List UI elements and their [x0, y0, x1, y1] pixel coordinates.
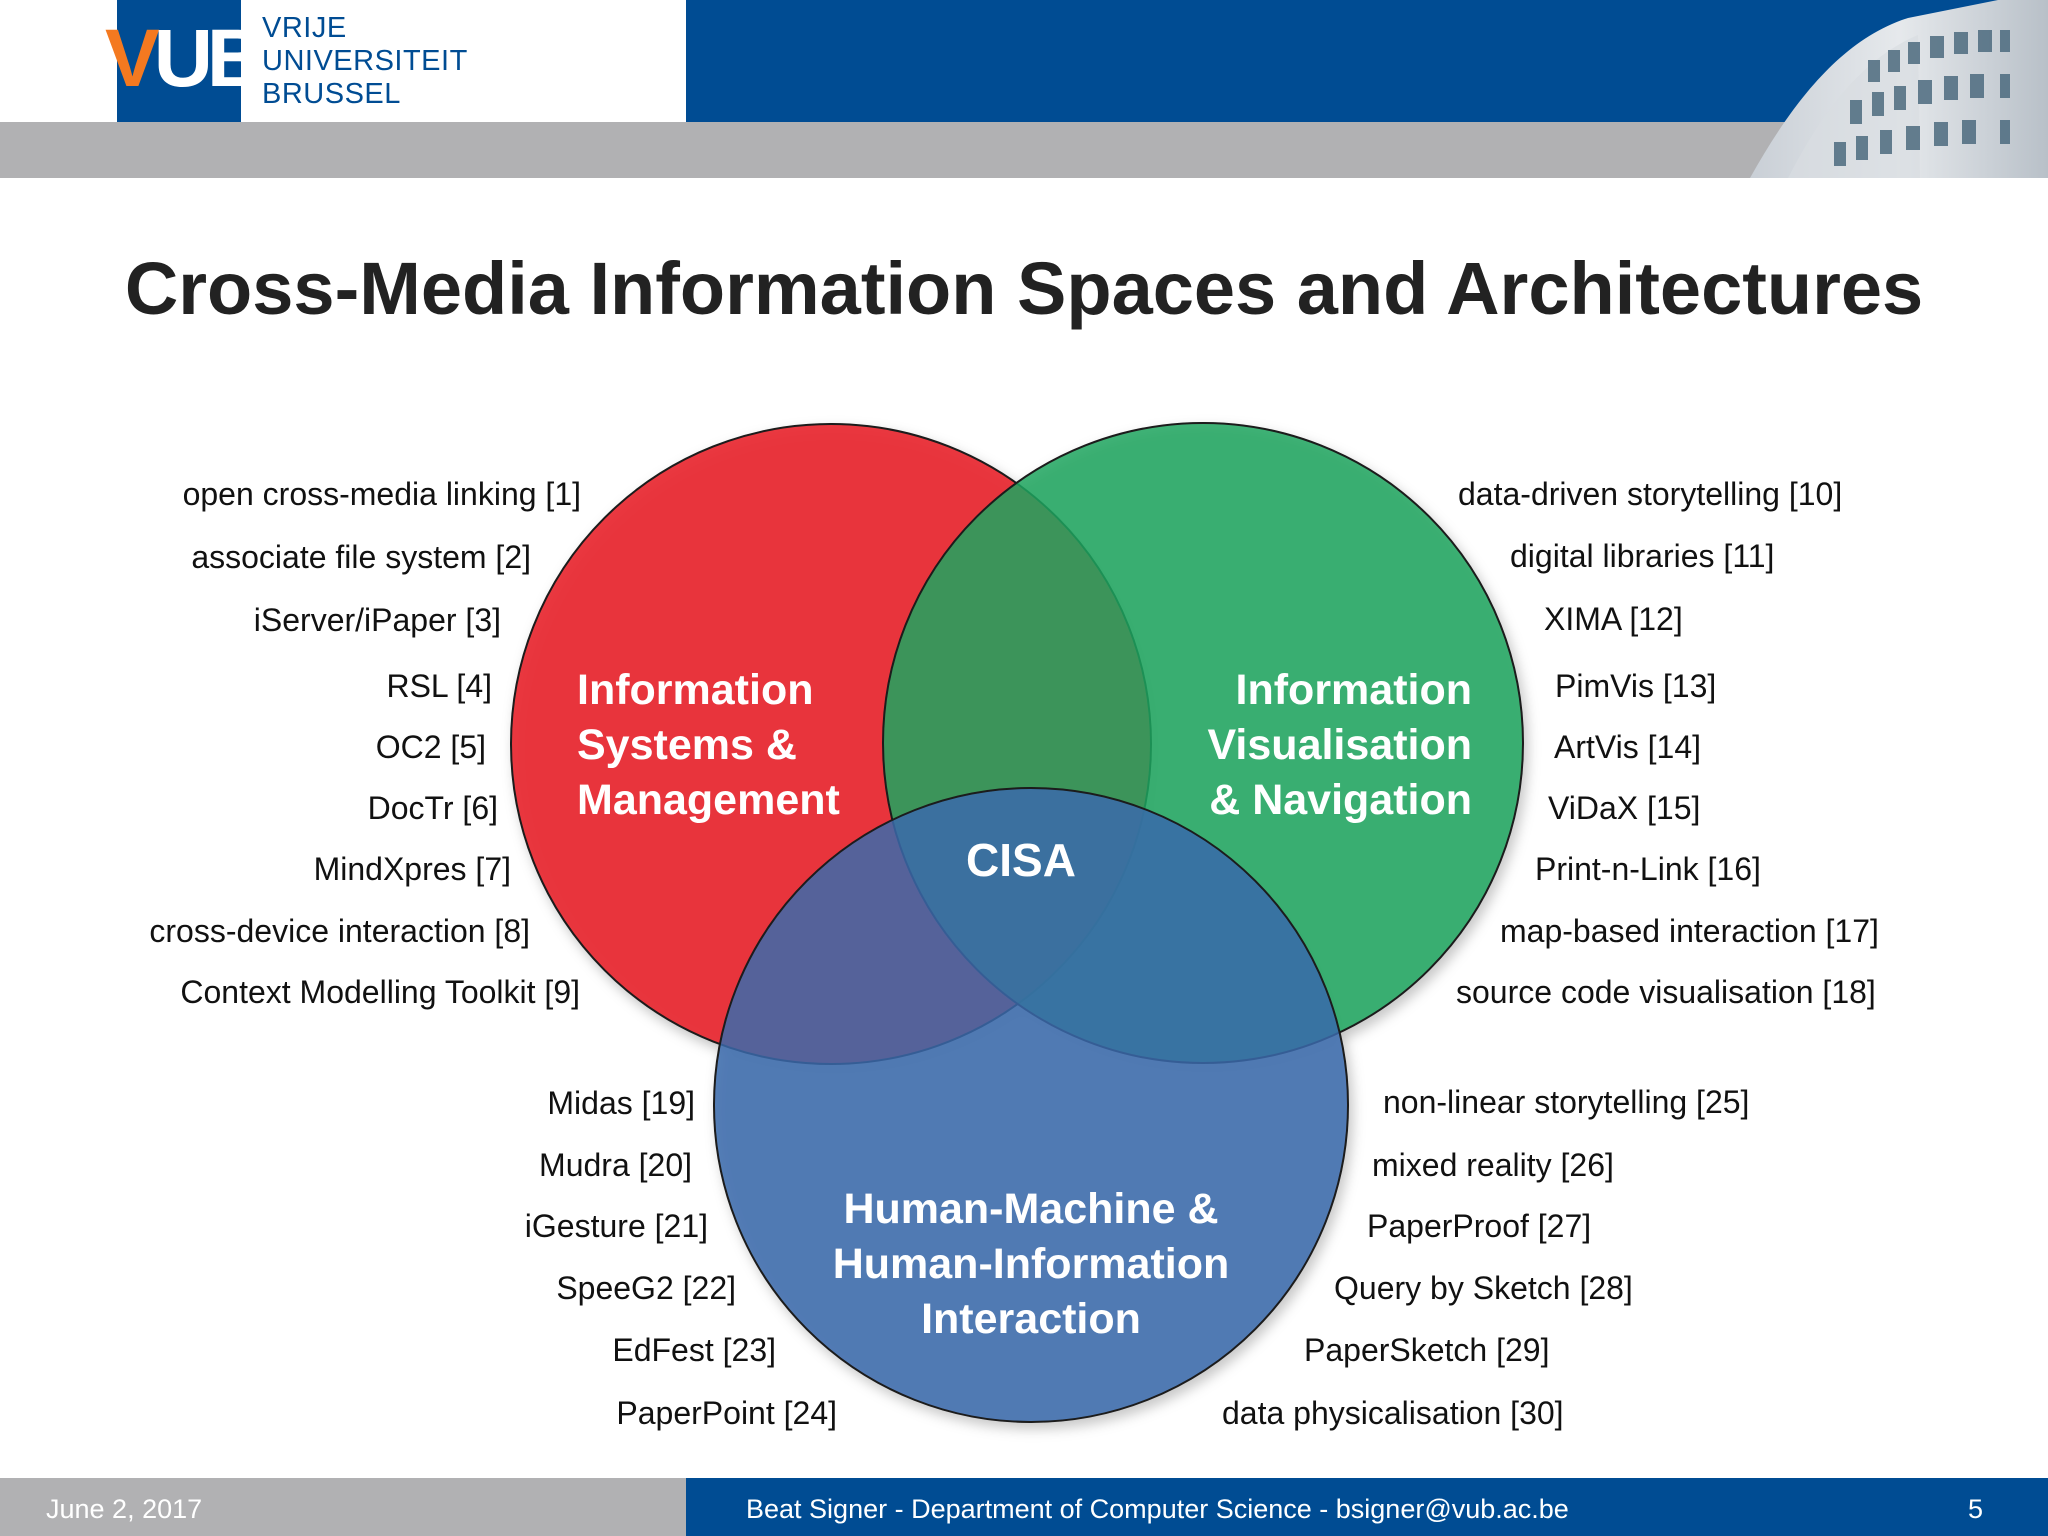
footer-date: June 2, 2017 [46, 1494, 203, 1524]
reference-label: Midas [19] [547, 1085, 695, 1121]
reference-label: associate file system [2] [191, 539, 531, 575]
reference-label: Context Modelling Toolkit [9] [180, 974, 580, 1010]
label-line: Human-Machine & [843, 1185, 1219, 1233]
university-name-line: BRUSSEL [262, 78, 401, 110]
reference-label: PaperSketch [29] [1304, 1332, 1550, 1368]
reference-label: ViDaX [15] [1548, 790, 1701, 826]
footer-author: Beat Signer - Department of Computer Science - bsigner@vub.ac.be [746, 1494, 1569, 1524]
reference-label: Print-n-Link [16] [1535, 851, 1761, 887]
label-human-interaction [801, 1182, 1261, 1347]
label-information-systems [577, 663, 840, 828]
reference-label: DocTr [6] [367, 790, 498, 826]
label-line: Human-Information [832, 1240, 1230, 1288]
reference-label: XIMA [12] [1544, 601, 1683, 637]
reference-label: PimVis [13] [1555, 668, 1717, 704]
reference-label: PaperPoint [24] [616, 1395, 837, 1431]
reference-label: data physicalisation [30] [1222, 1395, 1564, 1431]
logo-mark-letter: V [105, 13, 154, 104]
label-line: Systems & [577, 721, 797, 769]
reference-label: RSL [4] [386, 668, 492, 704]
reference-label: digital libraries [11] [1510, 538, 1775, 574]
label-line: Visualisation [1207, 721, 1472, 769]
reference-label: iGesture [21] [524, 1208, 708, 1244]
reference-label: open cross-media linking [1] [182, 476, 581, 512]
label-cisa: CISA [966, 834, 1076, 886]
university-name-line: VRIJE [262, 12, 347, 44]
logo-mark-letters: UB [153, 13, 261, 104]
reference-label: map-based interaction [17] [1500, 913, 1879, 949]
reference-label: mixed reality [26] [1372, 1147, 1614, 1183]
label-line: Information [577, 666, 814, 714]
reference-label: EdFest [23] [612, 1332, 776, 1368]
reference-label: source code visualisation [18] [1456, 974, 1876, 1010]
label-line: & Navigation [1209, 776, 1472, 824]
label-line: Management [577, 776, 840, 824]
reference-label: Query by Sketch [28] [1334, 1270, 1633, 1306]
reference-label: cross-device interaction [8] [149, 913, 530, 949]
label-line: Information [1235, 666, 1472, 714]
reference-label: iServer/iPaper [3] [253, 602, 501, 638]
label-line: Interaction [921, 1295, 1141, 1343]
university-name-line: UNIVERSITEIT [262, 45, 468, 77]
slide-title: Cross-Media Information Spaces and Architectures [124, 247, 1924, 330]
reference-label: OC2 [5] [375, 729, 486, 765]
reference-label: data-driven storytelling [10] [1458, 476, 1843, 512]
reference-label: SpeeG2 [22] [556, 1270, 736, 1306]
reference-label: PaperProof [27] [1367, 1208, 1592, 1244]
page-number: 5 [1968, 1494, 1984, 1524]
reference-label: Mudra [20] [539, 1147, 692, 1183]
slide-footer [0, 1478, 2048, 1536]
label-information-visualisation [1180, 663, 1472, 828]
reference-label: non-linear storytelling [25] [1383, 1084, 1750, 1120]
reference-label: ArtVis [14] [1554, 729, 1702, 765]
reference-label: MindXpres [7] [313, 851, 511, 887]
